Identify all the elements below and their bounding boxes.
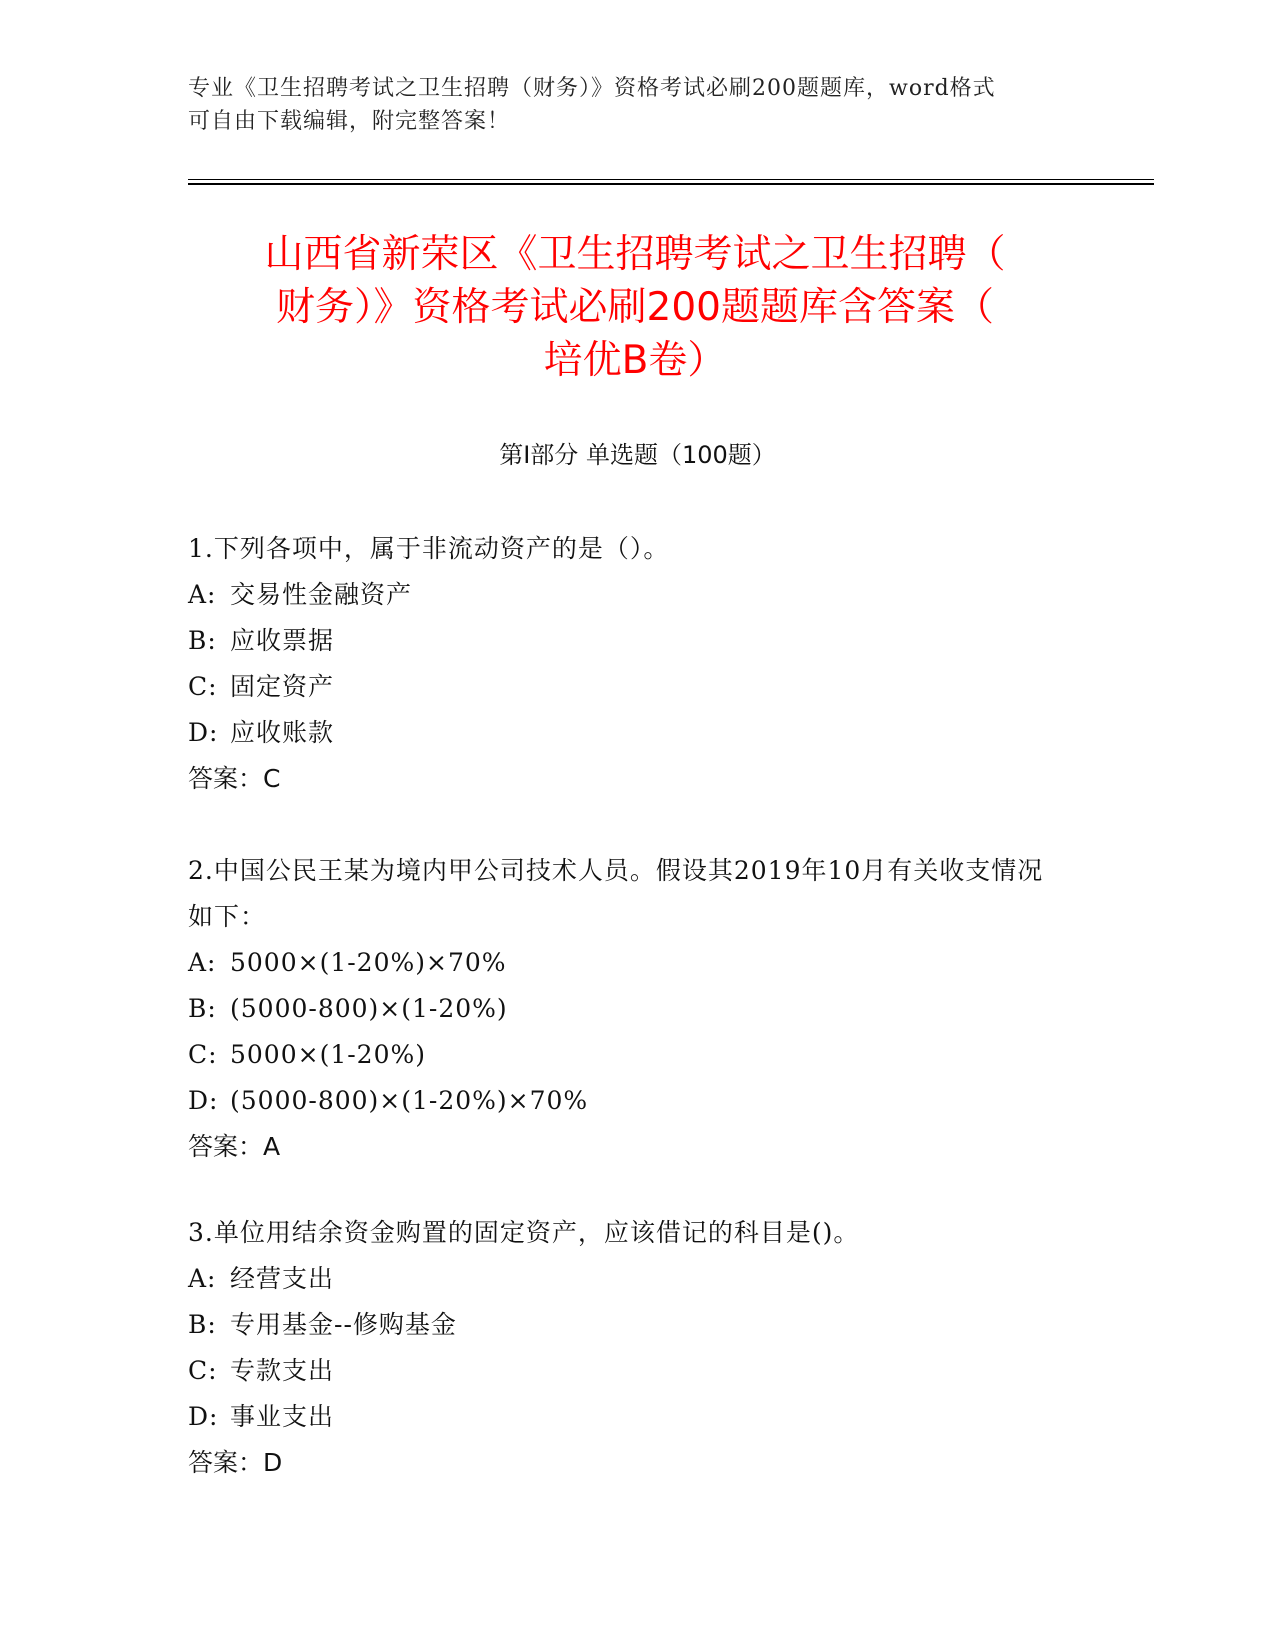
option-text: 事业支出 (230, 1402, 335, 1431)
option-text: (5000-800)×(1-20%)×70% (230, 1086, 589, 1115)
document-title-line-3: 培优B卷） (543, 338, 727, 383)
option-text: 经营支出 (230, 1264, 335, 1293)
answer: 答案：A (188, 1132, 281, 1161)
option-letter: C: (188, 1040, 218, 1069)
option-letter: B: (188, 626, 217, 655)
option-a (188, 1256, 1068, 1302)
option-text: 专用基金--修购基金 (230, 1310, 457, 1339)
question-stem: 2.中国公民王某为境内甲公司技术人员。假设其2019年10月有关收支情况如下： (188, 856, 1044, 931)
option-text: 专款支出 (230, 1356, 335, 1385)
question-1 (188, 526, 1068, 802)
option-b (188, 1302, 1068, 1348)
answer: 答案：D (188, 1448, 283, 1477)
option-d (188, 1078, 1068, 1124)
question-stem: 1.下列各项中，属于非流动资产的是（）。 (188, 534, 670, 563)
option-letter: C: (188, 1356, 218, 1385)
option-text: 固定资产 (230, 672, 335, 701)
option-letter: A: (188, 580, 217, 609)
option-text: 应收账款 (230, 718, 335, 747)
option-letter: B: (188, 994, 217, 1023)
answer: 答案：C (188, 764, 281, 793)
header-note-line-1: 专业《卫生招聘考试之卫生招聘（财务）》资格考试必刷200题题库，word格式 (188, 76, 996, 101)
option-c (188, 1032, 1068, 1078)
header-divider-thick (188, 183, 1154, 185)
option-letter: D: (188, 1086, 219, 1115)
option-d (188, 1394, 1068, 1440)
option-letter: A: (188, 1264, 217, 1293)
header-note-line-2: 可自由下载编辑，附完整答案！ (188, 109, 511, 134)
option-b (188, 618, 1068, 664)
option-text: 应收票据 (230, 626, 335, 655)
option-c (188, 664, 1068, 710)
option-letter: A: (188, 948, 217, 977)
option-letter: C: (188, 672, 218, 701)
document-title-line-2: 财务）》资格考试必刷200题题库含答案（ (276, 285, 994, 330)
option-letter: D: (188, 718, 219, 747)
document-title (190, 228, 1080, 387)
option-b (188, 986, 1068, 1032)
option-text: (5000-800)×(1-20%) (230, 994, 508, 1023)
header-note (188, 72, 1068, 138)
question-2 (188, 848, 1068, 1170)
option-text: 5000×(1-20%)×70% (230, 948, 507, 977)
option-letter: D: (188, 1402, 219, 1431)
option-text: 5000×(1-20%) (230, 1040, 426, 1069)
option-a (188, 940, 1068, 986)
question-3 (188, 1210, 1068, 1486)
option-c (188, 1348, 1068, 1394)
section-title: 第Ⅰ部分 单选题（100题） (499, 441, 776, 469)
option-letter: B: (188, 1310, 217, 1339)
header-divider-thin (188, 179, 1154, 180)
question-stem: 3.单位用结余资金购置的固定资产，应该借记的科目是()。 (188, 1218, 860, 1247)
option-d (188, 710, 1068, 756)
option-text: 交易性金融资产 (230, 580, 413, 609)
option-a (188, 572, 1068, 618)
document-title-line-1: 山西省新荣区《卫生招聘考试之卫生招聘（ (264, 232, 1006, 277)
